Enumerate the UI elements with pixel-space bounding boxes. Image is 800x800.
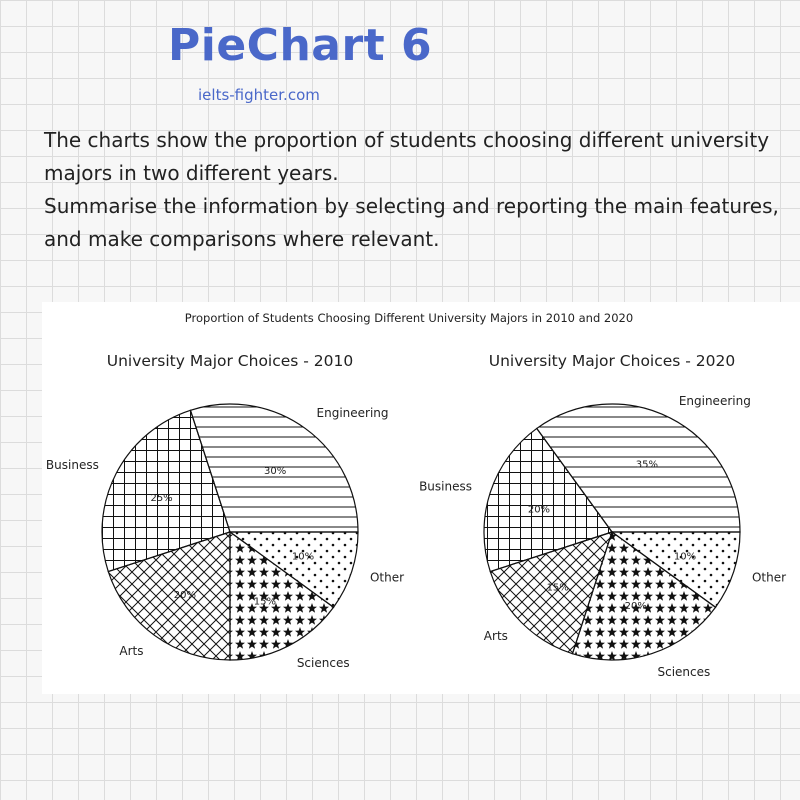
slice-sciences-label: Sciences: [296, 656, 350, 671]
slice-sciences-pct-label: 20%: [624, 601, 647, 613]
slice-engineering-label: Engineering: [316, 405, 389, 420]
slice-sciences-label: Sciences: [657, 664, 711, 679]
slice-business-pct-label: 25%: [150, 493, 173, 505]
task-line-1: The charts show the proportion of students choosing different university majors in two different years.: [44, 128, 770, 185]
slice-arts-label: Arts: [483, 629, 508, 644]
pie-2010: [46, 404, 404, 670]
slice-other-pct-label: 10%: [291, 551, 315, 563]
slice-business-label: Business: [45, 458, 99, 473]
site-name: ielts-fighter.com: [198, 86, 320, 104]
slice-other-pct-label: 10%: [673, 551, 697, 563]
slice-arts-label: Arts: [119, 644, 144, 659]
page-title: PieChart 6: [168, 20, 433, 71]
pie-charts-svg: [42, 302, 800, 694]
chart-title-2010: University Major Choices - 2010: [106, 352, 354, 370]
task-description: [44, 124, 794, 256]
slice-arts-pct-label: 15%: [546, 582, 569, 594]
slice-engineering-label: Engineering: [678, 393, 751, 408]
figure-title: Proportion of Students Choosing Different University Majors in 2010 and 2020: [184, 311, 634, 325]
slice-business-label: Business: [419, 479, 473, 494]
pie-2020: [419, 394, 786, 679]
task-line-2: Summarise the information by selecting and reporting the main features, and make comparisons where relevant.: [44, 194, 779, 251]
slice-other-label: Other: [369, 570, 405, 585]
chart-figure: [42, 302, 800, 694]
slice-arts-pct-label: 20%: [173, 590, 196, 602]
slice-engineering-pct-label: 30%: [264, 465, 287, 477]
slice-business-pct-label: 20%: [527, 504, 551, 516]
slice-sciences-pct-label: 15%: [253, 596, 276, 608]
slice-other-label: Other: [751, 570, 787, 585]
slice-engineering-pct-label: 35%: [635, 459, 658, 471]
chart-title-2020: University Major Choices - 2020: [488, 352, 736, 370]
